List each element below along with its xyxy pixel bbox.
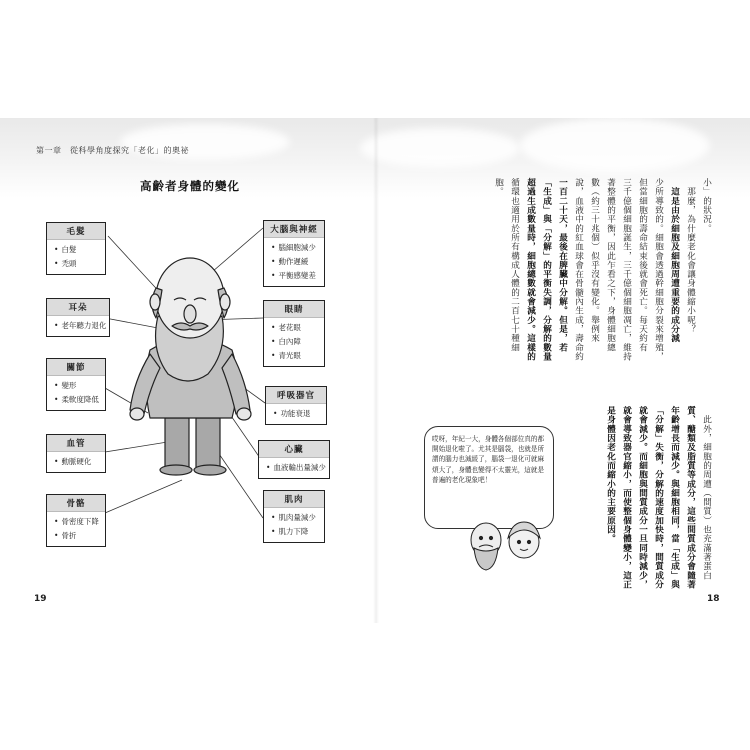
box-item: • 動作遲緩 xyxy=(271,255,319,269)
box-ears-title: 耳朵 xyxy=(47,299,109,316)
box-item: • 老年聽力退化 xyxy=(54,319,104,333)
text-column: 循環也適用於所有構成人體的二百七十種細 xyxy=(509,178,520,352)
book-spread xyxy=(0,118,750,623)
text-column: 就會導致器官縮小，而使整個身體變小，這正 xyxy=(621,406,632,589)
box-heart-title: 心臟 xyxy=(259,441,329,458)
box-item: • 柔軟度降低 xyxy=(54,393,100,407)
box-item: • 骨折 xyxy=(54,529,100,543)
box-joints-title: 關節 xyxy=(47,359,105,376)
elderly-figure xyxy=(130,258,251,475)
box-eyes xyxy=(263,300,325,367)
box-muscles xyxy=(263,490,325,543)
elder-man-character xyxy=(471,523,501,570)
text-column: 年齡增長而減少。與細胞相同，當「生成」與 xyxy=(669,406,680,589)
box-heart xyxy=(258,440,330,479)
box-blood-vessels xyxy=(46,434,106,473)
box-item: • 青光眼 xyxy=(271,349,319,363)
diagram-title: 高齡者身體的變化 xyxy=(140,179,240,193)
text-column: 一百二十天，最後在脾臟中分解。但是，若 xyxy=(557,178,568,352)
box-ears xyxy=(46,298,110,337)
box-item: • 腦細胞減少 xyxy=(271,241,319,255)
text-column: 這是由於細胞及細胞周遭重要的成分減 xyxy=(669,178,680,343)
box-item: • 平衡感變差 xyxy=(271,269,319,283)
box-eyes-title: 眼睛 xyxy=(264,301,324,318)
page-number-left: 19 xyxy=(34,594,47,604)
box-joints xyxy=(46,358,106,411)
text-column: 但當細胞的壽命結束後就會死亡。每天約有 xyxy=(637,178,648,352)
text-column: 數（約三十兆個）似乎沒有變化。舉例來 xyxy=(589,178,600,343)
text-column: 質、醣類及脂質等成分，這些間質成分會隨著 xyxy=(685,406,696,589)
text-column: 說，血液中的紅血球會在骨髓內生成，壽命約 xyxy=(573,178,584,361)
text-column: 那麼，為什麼老化會讓身體縮小呢？ xyxy=(685,178,696,334)
box-brain-nerves xyxy=(263,220,325,287)
chapter-header: 第一章 從科學角度探究「老化」的奧祕 xyxy=(36,146,189,155)
box-item: • 禿頭 xyxy=(54,257,100,271)
box-item: • 骨密度下降 xyxy=(54,515,100,529)
box-muscles-title: 肌肉 xyxy=(264,491,324,508)
box-item: • 肌力下降 xyxy=(271,525,319,539)
box-hair-title: 毛髮 xyxy=(47,223,105,240)
box-bones xyxy=(46,494,106,547)
text-column: 就會減少。而細胞與間質成分一旦同時減少， xyxy=(637,406,648,589)
text-column: 「生成」與「分解」的平衡失調，分解的數量 xyxy=(541,178,552,361)
speech-bubble-text: 哎呀，年紀一大，身體各個部位真的都開始退化啦了。尤其是腦袋，也就是所謂的腦力也減緩了，腦袋一退化可就麻煩大了，身體也變得不太靈光，這就是普遍的老化現象吧！ xyxy=(432,435,545,484)
box-item: • 肌肉量減少 xyxy=(271,511,319,525)
box-item: • 白內障 xyxy=(271,335,319,349)
text-column: 此外，細胞的周遭（間質）也充滿著蛋白 xyxy=(701,406,712,580)
page-number-right: 18 xyxy=(707,594,720,604)
box-hair xyxy=(46,222,106,275)
box-item: • 變形 xyxy=(54,379,100,393)
cartoon-characters xyxy=(462,514,552,574)
box-brain-nerves-title: 大腦與神經 xyxy=(264,221,324,238)
text-column: 少所導致的。細胞會透過幹細胞分裂來增殖， xyxy=(653,178,664,361)
box-bones-title: 骨骼 xyxy=(47,495,105,512)
box-blood-vessels-title: 血管 xyxy=(47,435,105,452)
text-column: 著整體的平衡，因此乍看之下，身體細胞總 xyxy=(605,178,616,352)
text-column: 超過生成數量時，細胞總數就會減少。這樣的 xyxy=(525,178,536,361)
box-item: • 動脈硬化 xyxy=(54,455,100,469)
box-respiratory-title: 呼吸器官 xyxy=(266,387,326,404)
text-column: 「分解」失衡，分解的速度加快時，間質成分 xyxy=(653,406,664,589)
box-item: • 白髮 xyxy=(54,243,100,257)
text-column: 是身體因老化而縮小的主要原因。 xyxy=(605,406,616,544)
box-item: • 老花眼 xyxy=(271,321,319,335)
box-item: • 血液輸出量減少 xyxy=(266,461,324,475)
elder-woman-character xyxy=(508,522,540,558)
box-item: • 功能衰退 xyxy=(273,407,321,421)
text-column: 胞。 xyxy=(493,178,504,197)
box-respiratory xyxy=(265,386,327,425)
text-column: 小」的狀況。 xyxy=(701,178,712,233)
text-column: 三千億個細胞誕生，三千億個細胞凋亡，維持 xyxy=(621,178,632,361)
